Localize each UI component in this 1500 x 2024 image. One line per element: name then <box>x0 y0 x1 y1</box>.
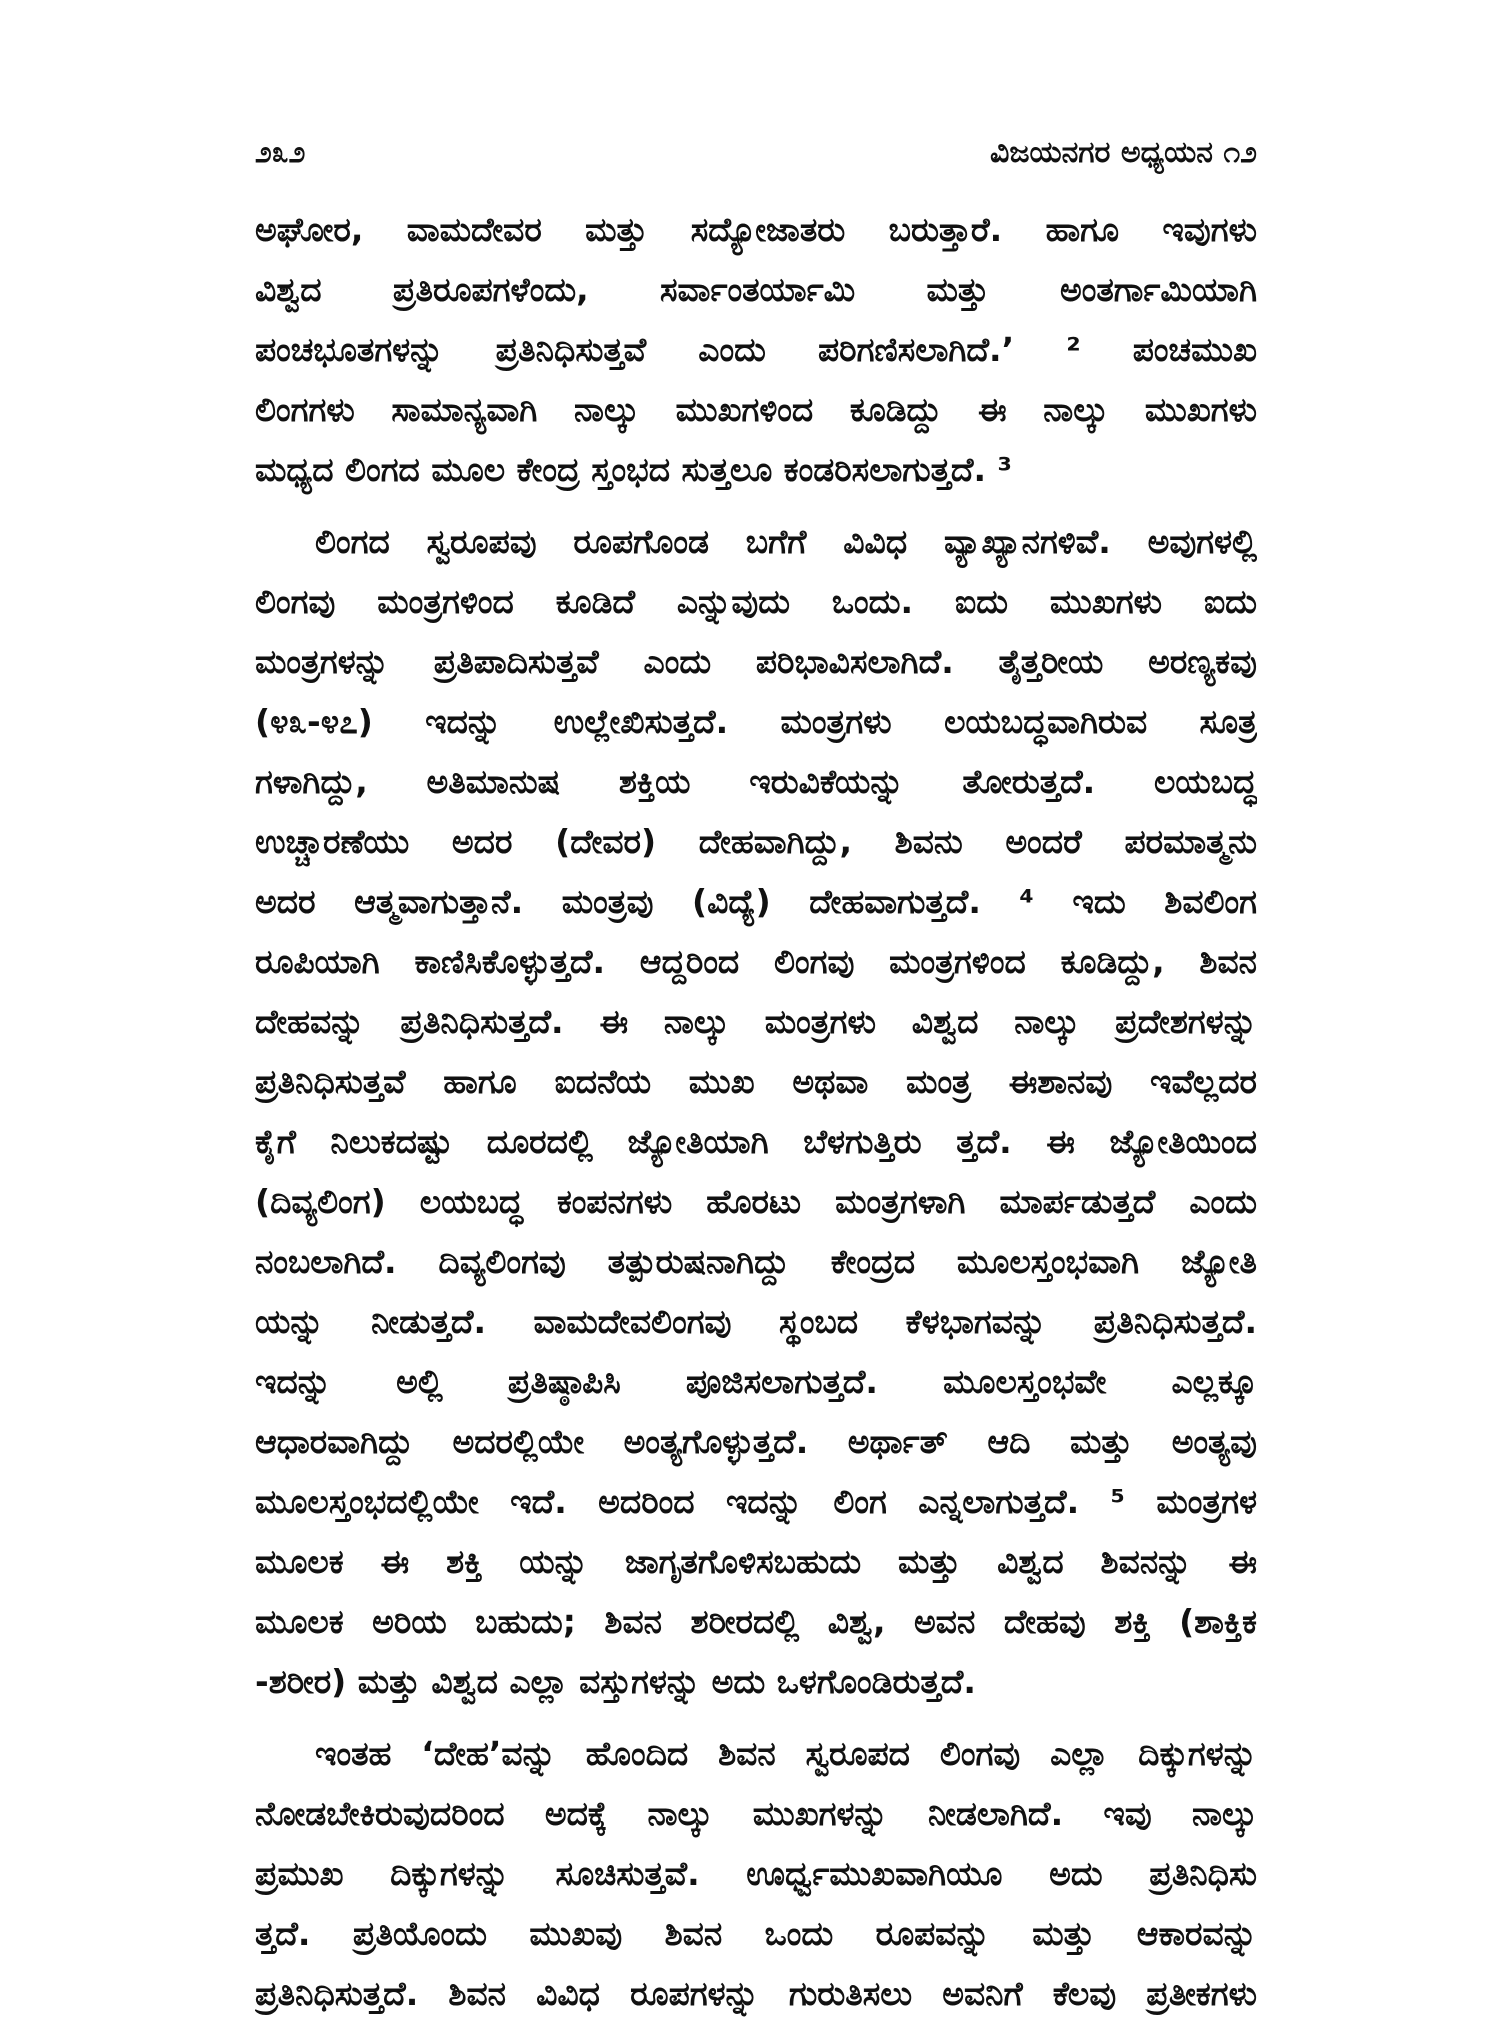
text-line: ಲಿಂಗಗಳು ಸಾಮಾನ್ಯವಾಗಿ ನಾಲ್ಕು ಮುಖಗಳಿಂದ ಕೂಡಿದ್ದು ಈ ನಾಲ್ಕು ಮುಖಗಳು <box>255 390 1257 429</box>
text-line: (೪೩-೪೭) ಇದನ್ನು ಉಲ್ಲೇಖಿಸುತ್ತದೆ. ಮಂತ್ರಗಳು ಲಯಬದ್ಧವಾಗಿರುವ ಸೂತ್ರ <box>255 702 1257 741</box>
text-line: (ದಿವ್ಯಲಿಂಗ) ಲಯಬದ್ಧ ಕಂಪನಗಳು ಹೊರಟು ಮಂತ್ರಗಳಾಗಿ ಮಾರ್ಪಡುತ್ತದೆ ಎಂದು <box>255 1182 1257 1221</box>
text-line: ಮಂತ್ರಗಳನ್ನು ಪ್ರತಿಪಾದಿಸುತ್ತವೆ ಎಂದು ಪರಿಭಾವಿಸಲಾಗಿದೆ. ತೈತ್ತರೀಯ ಅರಣ್ಯಕವು <box>255 642 1257 681</box>
text-line: ಯನ್ನು ನೀಡುತ್ತದೆ. ವಾಮದೇವಲಿಂಗವು ಸ್ಥಂಬದ ಕೆಳಭಾಗವನ್ನು ಪ್ರತಿನಿಧಿಸುತ್ತದೆ. <box>255 1302 1257 1341</box>
text-line: -ಶರೀರ) ಮತ್ತು ವಿಶ್ವದ ಎಲ್ಲಾ ವಸ್ತುಗಳನ್ನು ಅದು ಒಳಗೊಂಡಿರುತ್ತದೆ. <box>255 1662 976 1701</box>
text-line: ಉಚ್ಚಾರಣೆಯು ಅದರ (ದೇವರ) ದೇಹವಾಗಿದ್ದು, ಶಿವನು ಅಂದರೆ ಪರಮಾತ್ಮನು <box>255 822 1257 861</box>
text-line: ಪ್ರಮುಖ ದಿಕ್ಕುಗಳನ್ನು ಸೂಚಿಸುತ್ತವೆ. ಊರ್ಧ್ವಮುಖವಾಗಿಯೂ ಅದು ಪ್ರತಿನಿಧಿಸು <box>255 1854 1257 1893</box>
text-line: ಇದನ್ನು ಅಲ್ಲಿ ಪ್ರತಿಷ್ಠಾಪಿಸಿ ಪೂಜಿಸಲಾಗುತ್ತದೆ. ಮೂಲಸ್ತಂಭವೇ ಎಲ್ಲಕ್ಕೂ <box>255 1362 1257 1401</box>
text-line: ಮಧ್ಯದ ಲಿಂಗದ ಮೂಲ ಕೇಂದ್ರ ಸ್ತಂಭದ ಸುತ್ತಲೂ ಕಂಡರಿಸಲಾಗುತ್ತದೆ. ³ <box>255 450 1012 489</box>
text-line: ಮೂಲಕ ಈ ಶಕ್ತಿ ಯನ್ನು ಜಾಗೃತಗೊಳಿಸಬಹುದು ಮತ್ತು ವಿಶ್ವದ ಶಿವನನ್ನು ಈ <box>255 1542 1257 1581</box>
text-line: ಪ್ರತಿನಿಧಿಸುತ್ತದೆ. ಶಿವನ ವಿವಿಧ ರೂಪಗಳನ್ನು ಗುರುತಿಸಲು ಅವನಿಗೆ ಕೆಲವು ಪ್ರತೀಕಗಳು <box>255 1974 1257 2013</box>
text-line: ಗಳಾಗಿದ್ದು, ಅತಿಮಾನುಷ ಶಕ್ತಿಯ ಇರುವಿಕೆಯನ್ನು ತೋರುತ್ತದೆ. ಲಯಬದ್ಧ <box>255 762 1257 801</box>
text-line: ಅದರ ಆತ್ಮವಾಗುತ್ತಾನೆ. ಮಂತ್ರವು (ವಿದ್ಯೆ) ದೇಹವಾಗುತ್ತದೆ. ⁴ ಇದು ಶಿವಲಿಂಗ <box>255 882 1257 921</box>
text-line: ಆಧಾರವಾಗಿದ್ದು ಅದರಲ್ಲಿಯೇ ಅಂತ್ಯಗೊಳ್ಳುತ್ತದೆ. ಅರ್ಥಾತ್ ಆದಿ ಮತ್ತು ಅಂತ್ಯವು <box>255 1422 1257 1461</box>
text-line: ಲಿಂಗದ ಸ್ವರೂಪವು ರೂಪಗೊಂಡ ಬಗೆಗೆ ವಿವಿಧ ವ್ಯಾಖ್ಯಾನಗಳಿವೆ. ಅವುಗಳಲ್ಲಿ <box>315 522 1257 561</box>
page-number: ೨೩೨ <box>255 134 306 170</box>
text-line: ವಿಶ್ವದ ಪ್ರತಿರೂಪಗಳೆಂದು, ಸರ್ವಾಂತರ್ಯಾಮಿ ಮತ್ತು ಅಂತರ್ಗಾಮಿಯಾಗಿ <box>255 270 1257 309</box>
text-line: ಪ್ರತಿನಿಧಿಸುತ್ತವೆ ಹಾಗೂ ಐದನೆಯ ಮುಖ ಅಥವಾ ಮಂತ್ರ ಈಶಾನವು ಇವೆಲ್ಲದರ <box>255 1062 1257 1101</box>
text-line: ನೋಡಬೇಕಿರುವುದರಿಂದ ಅದಕ್ಕೆ ನಾಲ್ಕು ಮುಖಗಳನ್ನು ನೀಡಲಾಗಿದೆ. ಇವು ನಾಲ್ಕು <box>255 1794 1257 1833</box>
paragraph <box>255 1724 1257 2024</box>
running-title: ವಿಜಯನಗರ ಅಧ್ಯಯನ ೧೨ <box>989 134 1257 170</box>
text-line: ನಂಬಲಾಗಿದೆ. ದಿವ್ಯಲಿಂಗವು ತತ್ಪುರುಷನಾಗಿದ್ದು ಕೇಂದ್ರದ ಮೂಲಸ್ತಂಭವಾಗಿ ಜ್ಯೋತಿ <box>255 1242 1257 1281</box>
text-line: ಮೂಲಸ್ತಂಭದಲ್ಲಿಯೇ ಇದೆ. ಅದರಿಂದ ಇದನ್ನು ಲಿಂಗ ಎನ್ನಲಾಗುತ್ತದೆ. ⁵ ಮಂತ್ರಗಳ <box>255 1482 1257 1521</box>
text-line: ಕೈಗೆ ನಿಲುಕದಷ್ಟು ದೂರದಲ್ಲಿ ಜ್ಯೋತಿಯಾಗಿ ಬೆಳಗುತ್ತಿರು ತ್ತದೆ. ಈ ಜ್ಯೋತಿಯಿಂದ <box>255 1122 1257 1161</box>
text-line: ಮೂಲಕ ಅರಿಯ ಬಹುದು; ಶಿವನ ಶರೀರದಲ್ಲಿ ವಿಶ್ವ, ಅವನ ದೇಹವು ಶಕ್ತಿ (ಶಾಕ್ತಿಕ <box>255 1602 1257 1641</box>
text-line: ದೇಹವನ್ನು ಪ್ರತಿನಿಧಿಸುತ್ತದೆ. ಈ ನಾಲ್ಕು ಮಂತ್ರಗಳು ವಿಶ್ವದ ನಾಲ್ಕು ಪ್ರದೇಶಗಳನ್ನು <box>255 1002 1257 1041</box>
text-line: ಅಘೋರ, ವಾಮದೇವರ ಮತ್ತು ಸದ್ಯೋಜಾತರು ಬರುತ್ತಾರೆ. ಹಾಗೂ ಇವುಗಳು <box>255 210 1257 249</box>
text-line: ಪಂಚಭೂತಗಳನ್ನು ಪ್ರತಿನಿಧಿಸುತ್ತವೆ ಎಂದು ಪರಿಗಣಿಸಲಾಗಿದೆ.’ ² ಪಂಚಮುಖ <box>255 330 1257 369</box>
text-line: ತ್ತದೆ. ಪ್ರತಿಯೊಂದು ಮುಖವು ಶಿವನ ಒಂದು ರೂಪವನ್ನು ಮತ್ತು ಆಕಾರವನ್ನು <box>255 1914 1257 1953</box>
text-line: ರೂಪಿಯಾಗಿ ಕಾಣಿಸಿಕೊಳ್ಳುತ್ತದೆ. ಆದ್ದರಿಂದ ಲಿಂಗವು ಮಂತ್ರಗಳಿಂದ ಕೂಡಿದ್ದು, ಶಿವನ <box>255 942 1257 981</box>
text-line: ಲಿಂಗವು ಮಂತ್ರಗಳಿಂದ ಕೂಡಿದೆ ಎನ್ನುವುದು ಒಂದು. ಐದು ಮುಖಗಳು ಐದು <box>255 582 1257 621</box>
paragraph <box>255 200 1257 500</box>
body-text <box>255 200 1257 2024</box>
paragraph <box>255 512 1257 1712</box>
page-header <box>255 132 1257 172</box>
text-line: ಇಂತಹ ‘ದೇಹ’ವನ್ನು ಹೊಂದಿದ ಶಿವನ ಸ್ವರೂಪದ ಲಿಂಗವು ಎಲ್ಲಾ ದಿಕ್ಕುಗಳನ್ನು <box>315 1734 1257 1773</box>
